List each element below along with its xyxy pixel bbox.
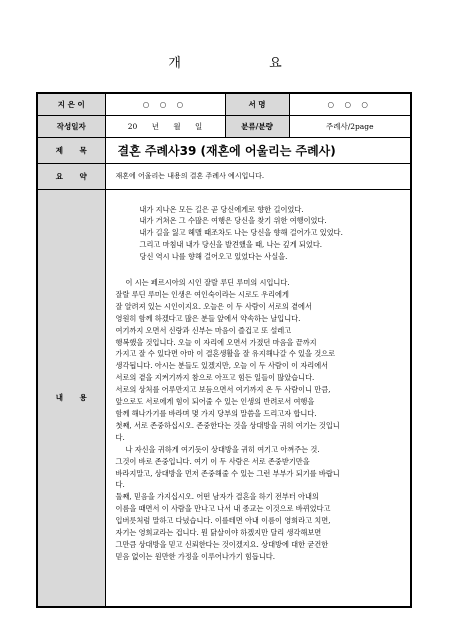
speech-line: 입버릇처럼 말하고 다녔습니다. 이를테면 아내 이름이 영희라고 치면, — [115, 516, 331, 526]
date-label: 작성일자 — [37, 115, 105, 137]
speech-line: 서로의 상처를 어루만지고 보듬으면서 여기까지 온 두 사람이니 만큼, — [115, 385, 331, 395]
category-value: 주례사/2page — [289, 115, 411, 137]
category-label: 분류/분량 — [225, 115, 289, 137]
poem-line: 그리고 마침내 내가 당신을 발견했을 때, 나는 깊게 되었다. — [139, 240, 323, 250]
speech-line: 그만큼 상대방을 믿고 신뢰한다는 것이겠지요. 상대방에 대한 굳건한 — [115, 539, 329, 549]
speech-line: 첫째, 서로 존중하십시오. 존중한다는 것을 상대방을 귀히 여기는 것입니 — [115, 420, 340, 430]
subject-value: 결혼 주례사39 (재혼에 어울리는 주례사) — [105, 137, 411, 163]
author-row — [37, 93, 411, 115]
subject-label: 제 목 — [37, 137, 105, 163]
subject-row — [37, 137, 411, 163]
speech-line: 이름을 때면서 이 사람을 만나고 나서 내 종교는 이것으로 바뀌었다고 — [115, 504, 331, 514]
summary-row — [37, 163, 411, 189]
summary-value: 재혼에 어울리는 내용의 결혼 주례사 예시입니다. — [105, 163, 411, 189]
speech-line: 나 자신을 귀하게 여기듯이 상대방을 귀히 여기고 아껴주는 것. — [125, 444, 320, 454]
speech-line: 잘 알려져 있는 시인이지요. 오늘은 이 두 사람이 서로의 곁에서 — [115, 301, 312, 311]
speech-line: 바라지말고, 상대방을 먼저 존중해줄 수 있는 그런 부부가 되기를 바랍니 — [115, 468, 340, 478]
author-label: 지 은 이 — [37, 93, 105, 115]
date-value: 20 년 월 일 — [105, 115, 225, 137]
book-title-label: 서 명 — [225, 93, 289, 115]
poem-line: 당신 역시 나를 향해 걸어오고 있었다는 사실을. — [139, 252, 288, 262]
content-row — [37, 189, 411, 607]
speech-line: 영원히 함께 하겠다고 많은 분들 앞에서 약속하는 날입니다. — [115, 313, 301, 323]
speech-line: 가지고 잘 수 있다면 아마 이 결혼생활을 잘 유지해나갈 수 있을 것으로 — [115, 349, 336, 359]
author-value: ○ ○ ○ — [105, 93, 225, 115]
speech-line: 여기까지 오면서 신랑과 신부는 마음이 즐겁고 또 설레고 — [115, 325, 292, 335]
content-label: 내 용 — [37, 189, 105, 607]
date-row — [37, 115, 411, 137]
page-title: 개 요 — [168, 56, 324, 71]
content-body — [105, 189, 411, 607]
speech-line: 앞으로도 서로에게 힘이 되어줄 수 있는 인생의 반려로서 여행을 — [115, 397, 315, 407]
speech-line: 행복했을 것입니다. 오늘 이 자리에 오면서 가졌던 마음을 끝까지 — [115, 337, 317, 347]
speech-line: 서로의 곁을 지켜기까지 참으로 아프고 힘든 일들이 많았습니다. — [115, 373, 315, 383]
speech-line: 다. — [115, 432, 125, 442]
speech-line: 둘째, 믿음을 가지십시오. 어떤 남자가 결혼을 하기 전부터 아내의 — [115, 492, 319, 502]
speech-line: 생각됩니다. 아시는 분들도 있겠지만, 오늘 이 두 사람이 이 자리에서 — [115, 361, 329, 371]
speech-line: 함께 해나가기를 바라며 몇 가지 당부의 말씀을 드리고자 합니다. — [115, 409, 317, 418]
poem-line: 내가 지나온 모든 길은 곧 당신에게로 향한 길이었다. — [139, 204, 304, 214]
speech-line: 믿음 없이는 원만한 가정을 이루어나가기 힘듭니다. — [115, 551, 276, 561]
speech-line: 다. — [115, 480, 125, 490]
speech-line: 자기는 영희교라는 겁니다. 뭔 닭살이야 하겠지만 달리 생각해보면 — [115, 528, 322, 538]
poem-line: 내가 길을 잃고 헤맬 때조차도 나는 당신을 향해 걸어가고 있었다. — [139, 228, 343, 238]
speech-line: 이 시는 페르시아의 시인 잘랄 루딘 루미의 시입니다. — [125, 278, 290, 288]
poem-block — [140, 204, 405, 264]
summary-label: 요 약 — [37, 163, 105, 189]
overview-form-table — [36, 92, 412, 608]
poem-line: 내가 거쳐온 그 수많은 여행은 당신을 찾기 위한 여행이었다. — [139, 216, 327, 226]
speech-line: 잘랄 루딘 루미는 인생은 여인숙이라는 시로도 우리에게 — [115, 289, 289, 299]
speech-line: 그것이 바로 존중입니다. 여기 이 두 사람은 서로 존중받기만을 — [115, 456, 310, 466]
speech-paragraph — [116, 277, 405, 563]
book-title-value: ○ ○ ○ — [289, 93, 411, 115]
